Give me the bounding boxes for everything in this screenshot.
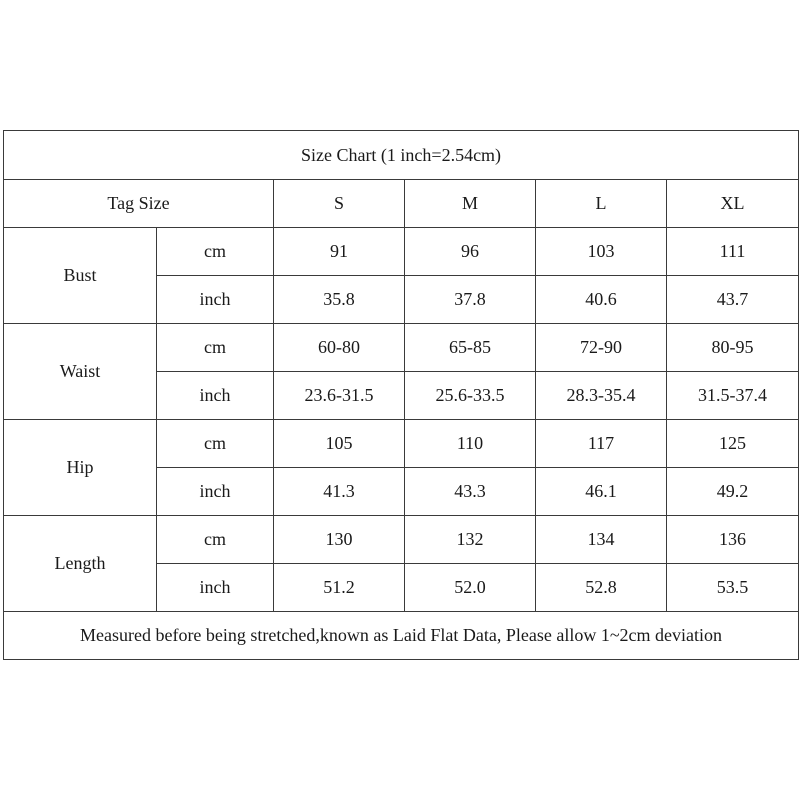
value-cell: 52.0	[405, 564, 536, 612]
value-cell: 117	[536, 420, 667, 468]
unit-label: cm	[157, 324, 274, 372]
value-cell: 46.1	[536, 468, 667, 516]
table-row	[4, 324, 799, 372]
value-cell: 136	[667, 516, 799, 564]
size-chart-table	[3, 130, 799, 660]
measurement-label-bust: Bust	[4, 228, 157, 324]
value-cell: 105	[274, 420, 405, 468]
size-chart-title: Size Chart (1 inch=2.54cm)	[4, 131, 799, 180]
unit-label: inch	[157, 372, 274, 420]
value-cell: 65-85	[405, 324, 536, 372]
value-cell: 125	[667, 420, 799, 468]
value-cell: 28.3-35.4	[536, 372, 667, 420]
size-header-xl: XL	[667, 180, 799, 228]
value-cell: 40.6	[536, 276, 667, 324]
table-row	[4, 516, 799, 564]
value-cell: 51.2	[274, 564, 405, 612]
value-cell: 52.8	[536, 564, 667, 612]
measurement-label-length: Length	[4, 516, 157, 612]
value-cell: 31.5-37.4	[667, 372, 799, 420]
value-cell: 110	[405, 420, 536, 468]
value-cell: 49.2	[667, 468, 799, 516]
value-cell: 35.8	[274, 276, 405, 324]
value-cell: 103	[536, 228, 667, 276]
size-header-l: L	[536, 180, 667, 228]
unit-label: inch	[157, 468, 274, 516]
value-cell: 53.5	[667, 564, 799, 612]
table-row	[4, 420, 799, 468]
value-cell: 72-90	[536, 324, 667, 372]
value-cell: 41.3	[274, 468, 405, 516]
size-header-m: M	[405, 180, 536, 228]
unit-label: cm	[157, 228, 274, 276]
value-cell: 43.7	[667, 276, 799, 324]
value-cell: 134	[536, 516, 667, 564]
value-cell: 111	[667, 228, 799, 276]
value-cell: 132	[405, 516, 536, 564]
measurement-label-waist: Waist	[4, 324, 157, 420]
tag-size-label: Tag Size	[4, 180, 274, 228]
value-cell: 96	[405, 228, 536, 276]
value-cell: 25.6-33.5	[405, 372, 536, 420]
size-header-row	[4, 180, 799, 228]
unit-label: cm	[157, 420, 274, 468]
value-cell: 80-95	[667, 324, 799, 372]
table-row	[4, 228, 799, 276]
value-cell: 91	[274, 228, 405, 276]
value-cell: 60-80	[274, 324, 405, 372]
value-cell: 43.3	[405, 468, 536, 516]
unit-label: inch	[157, 276, 274, 324]
footer-note: Measured before being stretched,known as Laid Flat Data, Please allow 1~2cm deviation	[4, 612, 799, 660]
unit-label: inch	[157, 564, 274, 612]
value-cell: 23.6-31.5	[274, 372, 405, 420]
value-cell: 130	[274, 516, 405, 564]
value-cell: 37.8	[405, 276, 536, 324]
measurement-label-hip: Hip	[4, 420, 157, 516]
unit-label: cm	[157, 516, 274, 564]
size-header-s: S	[274, 180, 405, 228]
